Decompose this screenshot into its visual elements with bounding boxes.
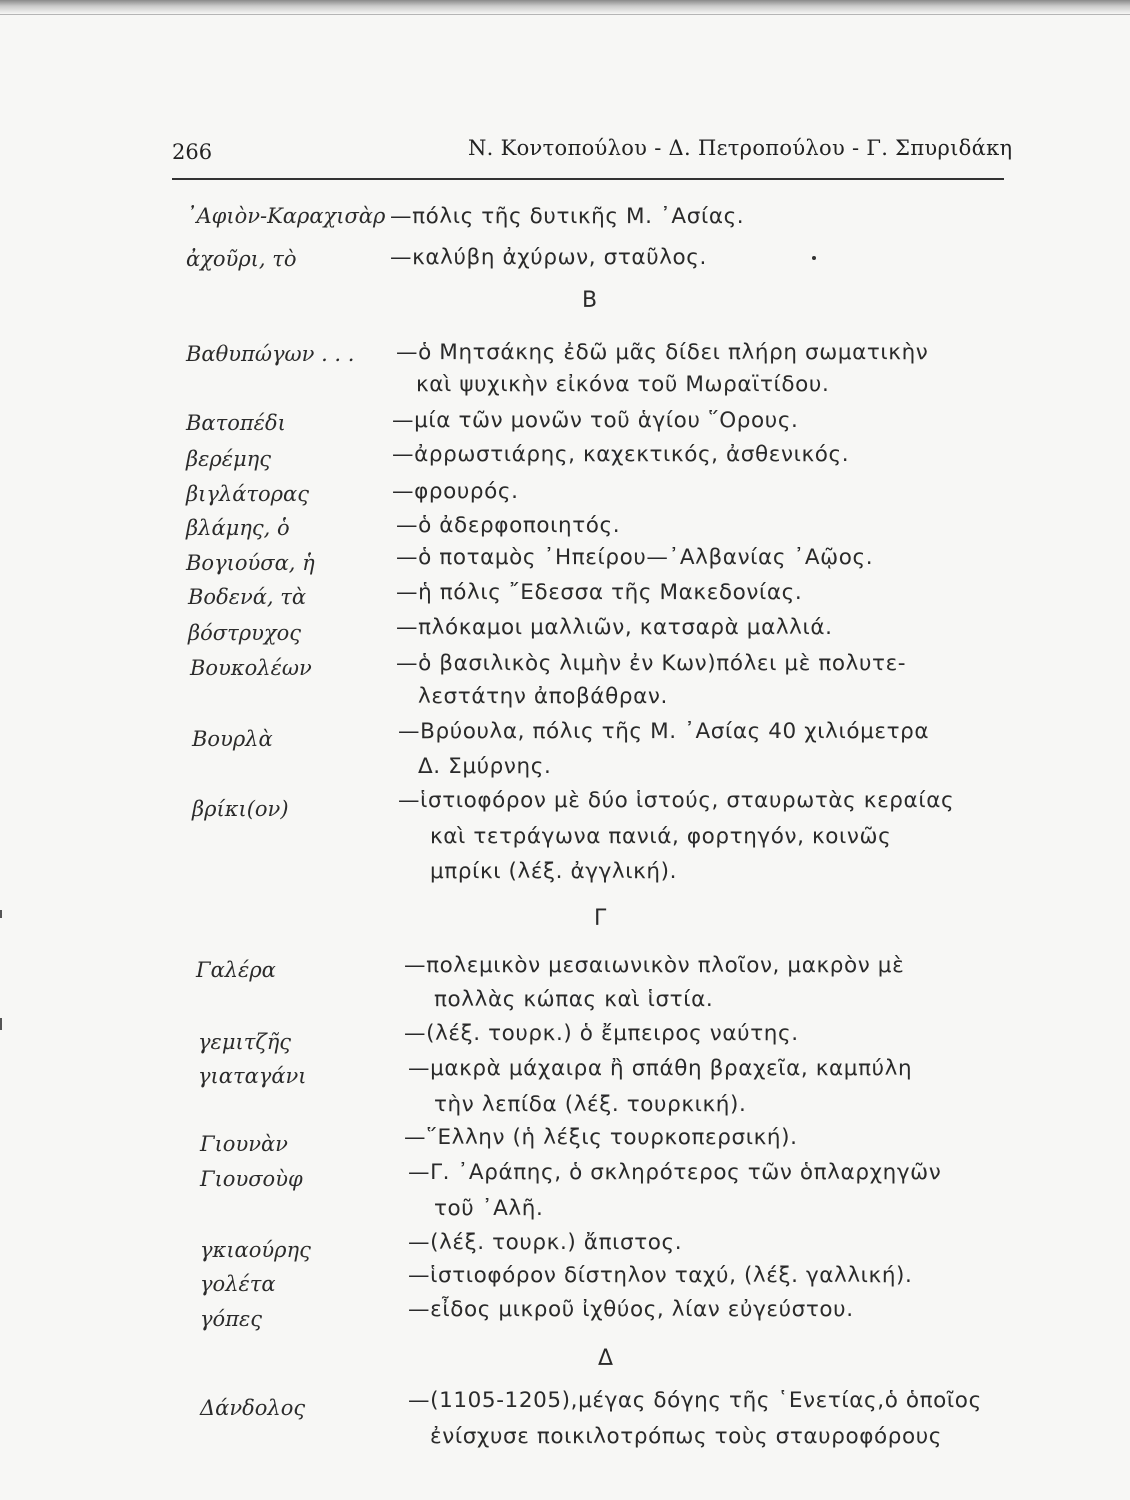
entry-term: Βαθυπώγων . . . (186, 342, 355, 366)
entry-term: Γιουσοὺφ (200, 1167, 303, 1191)
entry-term: Γιουνὰν (200, 1132, 288, 1156)
entry-definition: —ἱστιοφόρον μὲ δύο ἱστούς, σταυρωτὰς κεραίας (398, 788, 955, 813)
entry-term: βόστρυχος (188, 621, 301, 645)
entry-term: βλάμης, ὁ (186, 516, 290, 540)
entry-term: Βουκολέων (190, 656, 312, 680)
entry-definition-continued: Δ. Σμύρνης. (418, 754, 552, 779)
entry-definition: —εἶδος μικροῦ ἰχθύος, λίαν εὐγεύστου. (408, 1297, 854, 1322)
entry-definition-continued: καὶ τετράγωνα πανιά, φορτηγόν, κοινῶς (430, 824, 892, 849)
entry-definition: —ὁ ἀδερφοποιητός. (396, 513, 621, 538)
entry-definition: —῞Ελλην (ἡ λέξις τουρκοπερσική). (404, 1125, 798, 1150)
entry-term: γκιαούρης (200, 1238, 311, 1262)
entry-definition: —Γ. ᾿Αράπης, ὁ σκληρότερος τῶν ὁπλαρχηγῶν (408, 1160, 942, 1185)
page-number: 266 (172, 140, 213, 164)
entry-definition-continued: μπρίκι (λέξ. ἀγγλική). (430, 859, 678, 884)
entry-term: βρίκι(ον) (192, 797, 289, 821)
entry-definition: —μακρὰ μάχαιρα ἢ σπάθη βραχεῖα, καμπύλη (408, 1056, 913, 1081)
entry-definition-continued: τὴν λεπίδα (λέξ. τουρκική). (434, 1092, 747, 1117)
entry-term: ᾿Αφιὸν-Καραχισὰρ (186, 204, 386, 228)
entry-term: βιγλάτορας (186, 482, 309, 506)
entry-definition: —ὁ ποταμὸς ᾿Ηπείρου—᾿Αλβανίας ᾿Αῷος. (396, 545, 874, 570)
entry-definition-continued: πολλὰς κώπας καὶ ἱστία. (434, 987, 714, 1012)
entry-definition-continued: ἐνίσχυσε ποικιλοτρόπως τοὺς σταυροφόρους (430, 1424, 942, 1449)
section-letter: Γ (594, 906, 607, 931)
entry-definition: —ὁ Μητσάκης ἐδῶ μᾶς δίδει πλήρη σωματικὴν (396, 340, 929, 365)
entry-term: Βοδενά, τὰ (188, 585, 307, 609)
entry-definition-continued: λεστάτην ἀποβάθραν. (418, 684, 668, 709)
section-letter: Δ (598, 1346, 614, 1371)
section-letter: Β (582, 288, 598, 313)
entry-term: γολέτα (200, 1272, 276, 1296)
entry-definition: —(λέξ. τουρκ.) ἄπιστος. (408, 1230, 683, 1255)
entry-definition: —ἀρρωστιάρης, καχεκτικός, ἀσθενικός. (392, 442, 850, 467)
scan-left-mark (0, 910, 2, 918)
entry-definition: —ὁ βασιλικὸς λιμὴν ἐν Κων)πόλει μὲ πολυτε- (396, 651, 907, 676)
running-title: Ν. Κοντοπούλου - Δ. Πετροπούλου - Γ. Σπυριδάκη (468, 136, 1013, 160)
stray-dot (812, 256, 816, 260)
entry-term: γιαταγάνι (198, 1064, 307, 1088)
scan-left-mark (0, 1018, 2, 1030)
entry-term: Βατοπέδι (186, 411, 286, 435)
entry-definition-continued: τοῦ ᾿Αλῆ. (434, 1196, 544, 1221)
entry-term: Γαλέρα (196, 958, 276, 982)
entry-definition: —φρουρός. (392, 479, 519, 504)
entry-definition: —ἱστιοφόρον δίστηλον ταχύ, (λέξ. γαλλική). (408, 1263, 913, 1288)
entry-definition: —(1105-1205),μέγας δόγης τῆς ῾Ενετίας,ὁ ὁποῖος (408, 1388, 982, 1413)
entry-term: βερέμης (186, 447, 272, 471)
entry-definition: —(λέξ. τουρκ.) ὁ ἔμπειρος ναύτης. (404, 1021, 799, 1046)
entry-term: ἀχοῦρι, τὸ (186, 247, 297, 271)
entry-definition: —πολεμικὸν μεσαιωνικὸν πλοῖον, μακρὸν μὲ (404, 953, 905, 978)
entry-definition: —μία τῶν μονῶν τοῦ ἁγίου ῞Ορους. (392, 408, 799, 433)
entry-term: γόπες (200, 1307, 263, 1331)
entry-definition: —πόλις τῆς δυτικῆς Μ. ᾿Ασίας. (390, 204, 745, 229)
entry-definition: —καλύβη ἀχύρων, σταῦλος. (390, 245, 707, 270)
entry-term: γεμιτζῆς (198, 1030, 292, 1054)
entry-definition: —ἡ πόλις ῎Εδεσσα τῆς Μακεδονίας. (396, 580, 803, 605)
entry-definition: —Βρύουλα, πόλις τῆς Μ. ᾿Ασίας 40 χιλιόμετρα (398, 719, 930, 744)
entry-term: Βογιούσα, ἡ (186, 551, 315, 575)
entry-definition: —πλόκαμοι μαλλιῶν, κατσαρὰ μαλλιά. (396, 615, 833, 640)
entry-definition-continued: καὶ ψυχικὴν εἰκόνα τοῦ Μωραϊτίδου. (416, 372, 830, 397)
entry-term: Δάνδολος (200, 1396, 306, 1420)
entry-term: Βουρλὰ (192, 727, 273, 751)
